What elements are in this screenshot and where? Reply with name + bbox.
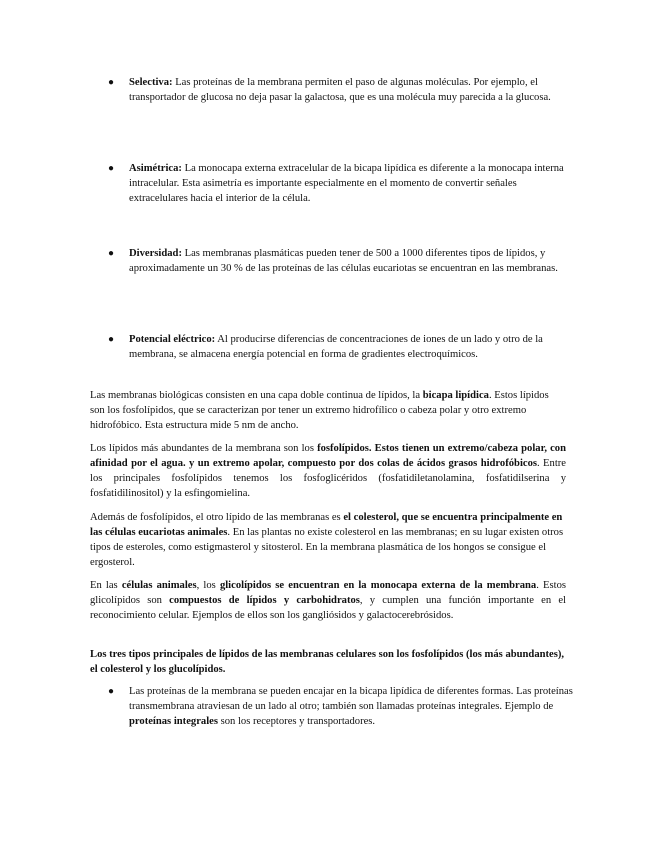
- bullet-term: Asimétrica:: [129, 163, 182, 174]
- bold-term: compuestos de lípidos y carbohidratos: [169, 595, 360, 606]
- bullet-icon: ●: [108, 686, 115, 697]
- text-run: , y cumplen una función importante en el reconocimiento celular. Ejemplos de ellos son los gangliósidos y galactocerebrósidos.: [90, 595, 566, 621]
- bold-term: bicapa lipídica: [422, 390, 489, 401]
- text-run: . Entre los principales fosfolípidos tenemos los fosfoglicéridos (fosfatidiletanolamina, fosfatidilserina y fosfatidilinositol) y la esfingomielina.: [90, 458, 566, 499]
- bullet-text: [129, 246, 577, 276]
- bullet-term: Potencial eléctrico:: [129, 334, 216, 345]
- text-run: . Estos glicolípidos son: [90, 580, 566, 606]
- bullet-body: Las membranas plasmáticas pueden tener de 500 a 1000 diferentes tipos de lípidos, y aproximadamente un 30 % de las proteínas de las células eucariotas se encuentran en las membranas.: [129, 248, 558, 274]
- bullet-text: [129, 332, 577, 362]
- bullet-icon: ●: [108, 334, 115, 345]
- text-run: Además de fosfolípidos, el otro lípido de las membranas es: [90, 512, 344, 523]
- paragraph-colesterol: [90, 510, 566, 570]
- bullet-text: [129, 75, 577, 105]
- bullet-term: Selectiva:: [129, 77, 173, 88]
- bullet-icon: ●: [108, 77, 115, 88]
- paragraph-fosfolipidos: [90, 441, 566, 501]
- bold-term: el colesterol, que se encuentra principalmente en las células eucariotas animales: [90, 512, 563, 538]
- text-run: son los receptores y transportadores.: [217, 716, 376, 727]
- bullet-term: Diversidad:: [129, 248, 182, 259]
- text-run: Las membranas biológicas consisten en una capa doble continua de lípidos, la: [90, 390, 423, 401]
- text-run: . Estos lípidos son los fosfolípidos, que se caracterizan por tener un extremo hidrofílico o cabeza polar y otro extremo hidrofóbico. Esta estructura mide 5 nm de ancho.: [90, 390, 549, 431]
- bold-term: glicolípidos se encuentran en la monocapa externa de la membrana: [219, 580, 537, 591]
- text-run: En las: [90, 580, 122, 591]
- paragraph-glicolipidos: [90, 578, 566, 623]
- bold-term: proteínas integrales: [129, 716, 218, 727]
- bold-term: células animales: [121, 580, 197, 591]
- bullet-icon: ●: [108, 163, 115, 174]
- bullet-text: [129, 684, 577, 729]
- bullet-body: La monocapa externa extracelular de la bicapa lipídica es diferente a la monocapa interna intracelular. Esta asimetría es importante especialmente en el momento de convertir señales extracelulares hacia el interior de la célula.: [129, 163, 564, 204]
- bold-term: fosfolípidos. Estos tienen un extremo/cabeza polar, con afinidad por el agua. y un extremo apolar, compuesto por dos colas de ácidos grasos hidrofóbicos: [90, 443, 566, 469]
- bullet-body: Las proteínas de la membrana permiten el paso de algunas moléculas. Por ejemplo, el transportador de glucosa no deja pasar la galactosa, que es una molécula muy parecida a la glucosa.: [129, 77, 551, 103]
- bullet-text: [129, 161, 577, 206]
- paragraph-tres-tipos: Los tres tipos principales de lípidos de las membranas celulares son los fosfolípidos (los más abundantes), el colesterol y los glucolípidos.: [90, 649, 565, 675]
- text-run: . En las plantas no existe colesterol en las membranas; en su lugar existen otros tipos de esteroles, como estigmasterol y sitosterol. En la membrana plasmática de los hongos se consigue el ergosterol.: [90, 527, 564, 568]
- bullet-body: Al producirse diferencias de concentraciones de iones de un lado y otro de la membrana, se almacena energía potencial en forma de gradientes electroquímicos.: [129, 334, 543, 360]
- text-run: , los: [196, 580, 220, 591]
- text-run: Las proteínas de la membrana se pueden encajar en la bicapa lipídica de diferentes formas. Las proteínas transmembrana atraviesan de un lado al otro; también son llamadas proteínas integrales. Ejemplo de: [129, 686, 573, 712]
- paragraph-bicapa: [90, 388, 566, 433]
- bullet-icon: ●: [108, 248, 115, 259]
- text-run: Los lípidos más abundantes de la membrana son los: [90, 443, 318, 454]
